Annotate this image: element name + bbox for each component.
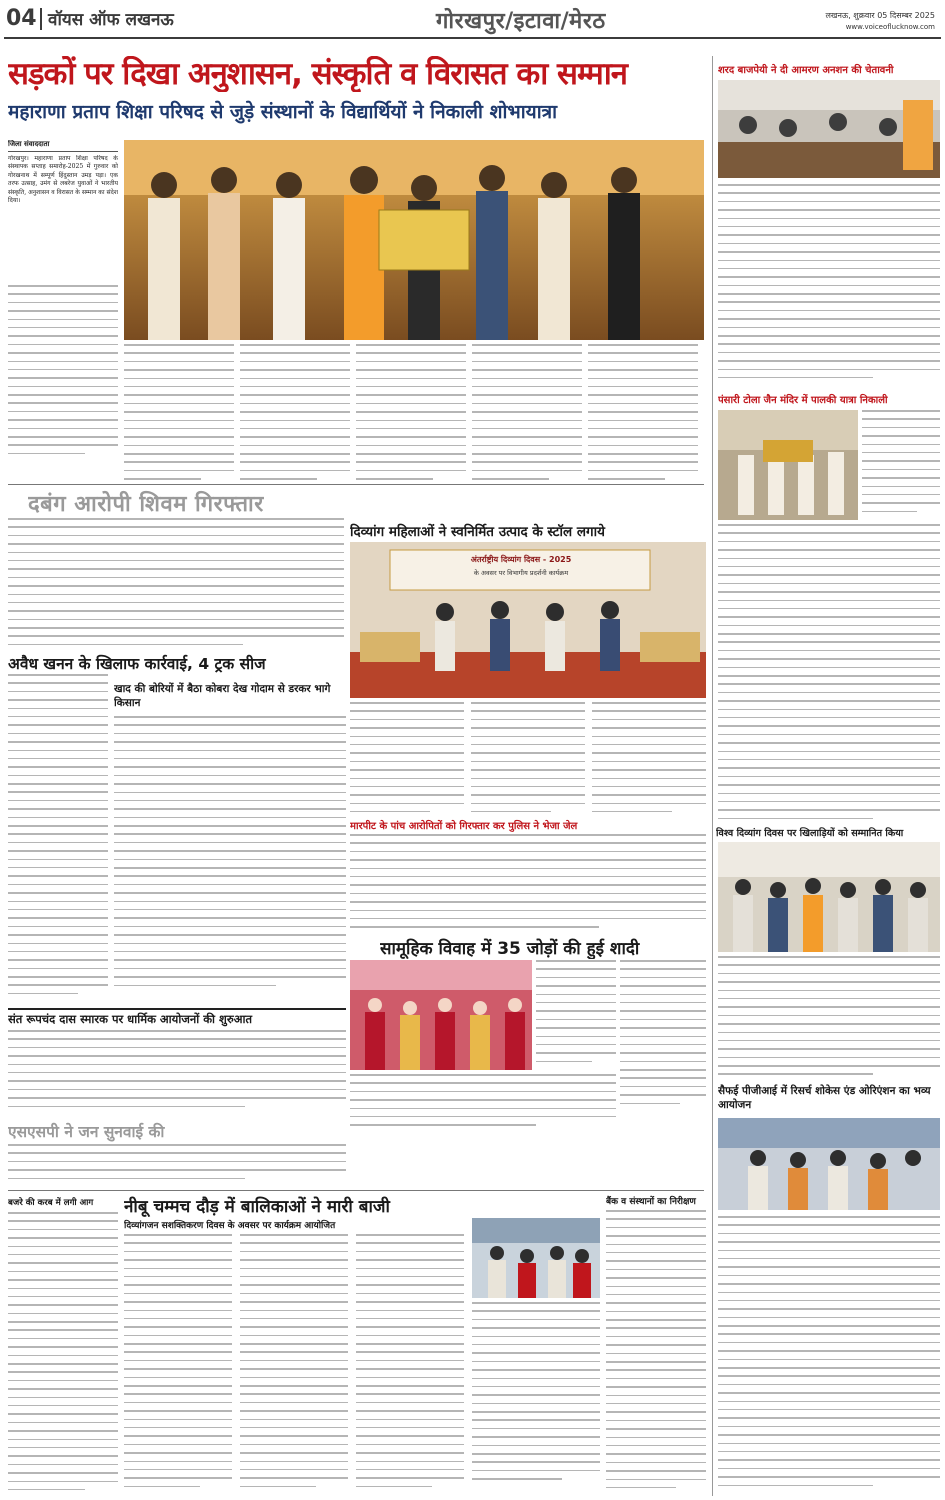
sidebar-mid-photo	[718, 410, 858, 520]
samuhik-text-b	[620, 960, 706, 1110]
samuhik-text-a	[536, 960, 616, 1070]
sidebar-top-photo	[718, 80, 940, 178]
sidebar-sport-photo	[718, 842, 940, 952]
ssp-headline: एसएसपी ने जन सुनवाई की	[8, 1123, 165, 1141]
stalls-banner-text: अंतर्राष्ट्रीय दिव्यांग दिवस - 2025	[470, 555, 572, 564]
race-text-right	[472, 1302, 600, 1496]
race-text	[124, 1234, 464, 1496]
sidebar-top-text	[718, 184, 940, 384]
masthead-divider	[40, 8, 42, 30]
fire-headline: बजरे की करब में लगी आग	[8, 1198, 94, 1208]
sidebar-mid-headline: पंसारी टोला जैन मंदिर में पालकी यात्रा निकाली	[718, 395, 888, 406]
mining-text	[8, 674, 108, 1004]
race-headline: नीबू चम्मच दौड़ में बालिकाओं ने मारी बाजी	[124, 1197, 390, 1217]
fire-text	[8, 1212, 118, 1496]
sidebar-pgi-text	[718, 1216, 940, 1496]
sidebar-pgi-photo	[718, 1118, 940, 1210]
samuhik-headline: सामूहिक विवाह में 35 जोड़ों की हुई शादी	[380, 939, 640, 959]
page-number: 04	[6, 6, 37, 31]
lead-photo	[124, 140, 704, 340]
sidebar-sport-text	[718, 956, 940, 1082]
stalls-text	[350, 702, 706, 812]
paper-name: वॉयस ऑफ लखनऊ	[48, 10, 174, 30]
sidebar-divider	[712, 56, 713, 1496]
cobra-text	[114, 716, 346, 1004]
sidebar-top-headline: शरद बाजपेयी ने दी आमरण अनशन की चेतावनी	[718, 65, 894, 76]
rule-fire	[8, 1190, 704, 1191]
arrest-headline: दबंग आरोपी शिवम गिरफ्तार	[28, 492, 264, 517]
sant-text	[8, 1030, 346, 1110]
marpeet-headline: मारपीट के पांच आरोपितों को गिरफ्तार कर पुलिस ने भेजा जेल	[350, 821, 578, 832]
edition-label: गोरखपुर/इटावा/मेरठ	[436, 9, 606, 34]
sidebar-pgi-headline: सैफई पीजीआई में रिसर्च शोकेस एंड ओरिएंशन का भव्य आयोजन	[718, 1085, 931, 1111]
byline: जिला संवाददाता	[8, 140, 118, 152]
lead-subheadline: महाराणा प्रताप शिक्षा परिषद से जुड़े संस्थानों के विद्यार्थियों ने निकाली शोभायात्रा	[8, 101, 558, 123]
mining-headline: अवैध खनन के खिलाफ कार्रवाई, 4 ट्रक सीज	[8, 655, 266, 673]
race-photo	[472, 1218, 600, 1298]
race-subheadline: दिव्यांगजन सशक्तिकरण दिवस के अवसर पर कार्यक्रम आयोजित	[124, 1221, 336, 1231]
lead-story-continued	[124, 344, 704, 484]
samuhik-photo	[350, 960, 532, 1070]
rule-sant	[8, 1008, 346, 1010]
masthead-rule	[4, 37, 941, 39]
lead-headline: सड़कों पर दिखा अनुशासन, संस्कृति व विरासत का सम्मान	[8, 56, 628, 92]
stalls-headline: दिव्यांग महिलाओं ने स्वनिर्मित उत्पाद के स्टॉल लगाये	[350, 524, 605, 540]
sidebar-mid-text	[718, 524, 940, 824]
lead-story-column	[8, 140, 118, 480]
sidebar-mid-text-right	[862, 410, 940, 520]
website: www.voiceoflucknow.com	[845, 23, 935, 31]
arrest-text	[8, 518, 344, 646]
rule-arrest	[8, 484, 704, 485]
lead-intro: गोरखपुर। महाराणा प्रताप शिक्षा परिषद के संस्थापक सप्ताह समारोह-2025 में गुरुवार को गोरखनाथ में सम्पूर्ण हिंदुस्तान उमड़ पड़ा। एक तरफ उत्साह, उमंग से लबरेज युवाओं ने भारतीय संस्कृति, अनुशासन व विरासत के सम्मान का संदेश दिया।	[8, 155, 118, 205]
sant-headline: संत रूपचंद दास स्मारक पर धार्मिक आयोजनों की शुरुआत	[8, 1012, 253, 1026]
stalls-photo	[350, 542, 706, 698]
sidebar-sport-headline: विश्व दिव्यांग दिवस पर खिलाड़ियों को सम्मानित किया	[716, 828, 904, 839]
ssp-text	[8, 1144, 346, 1184]
samuhik-text-c	[350, 1074, 616, 1134]
dateline: लखनऊ, शुक्रवार 05 दिसम्बर 2025	[825, 11, 935, 20]
masthead	[0, 0, 945, 40]
stalls-banner-subtext: के अवसर पर विभागीय प्रदर्शनी कार्यक्रम	[473, 569, 569, 577]
marpeet-text	[350, 834, 706, 930]
bank-headline: बैंक व संस्थानों का निरीक्षण	[606, 1197, 696, 1207]
cobra-headline: खाद की बोरियों में बैठा कोबरा देख गोदाम से डरकर भागे किसान	[114, 683, 331, 709]
bank-text	[606, 1210, 706, 1496]
